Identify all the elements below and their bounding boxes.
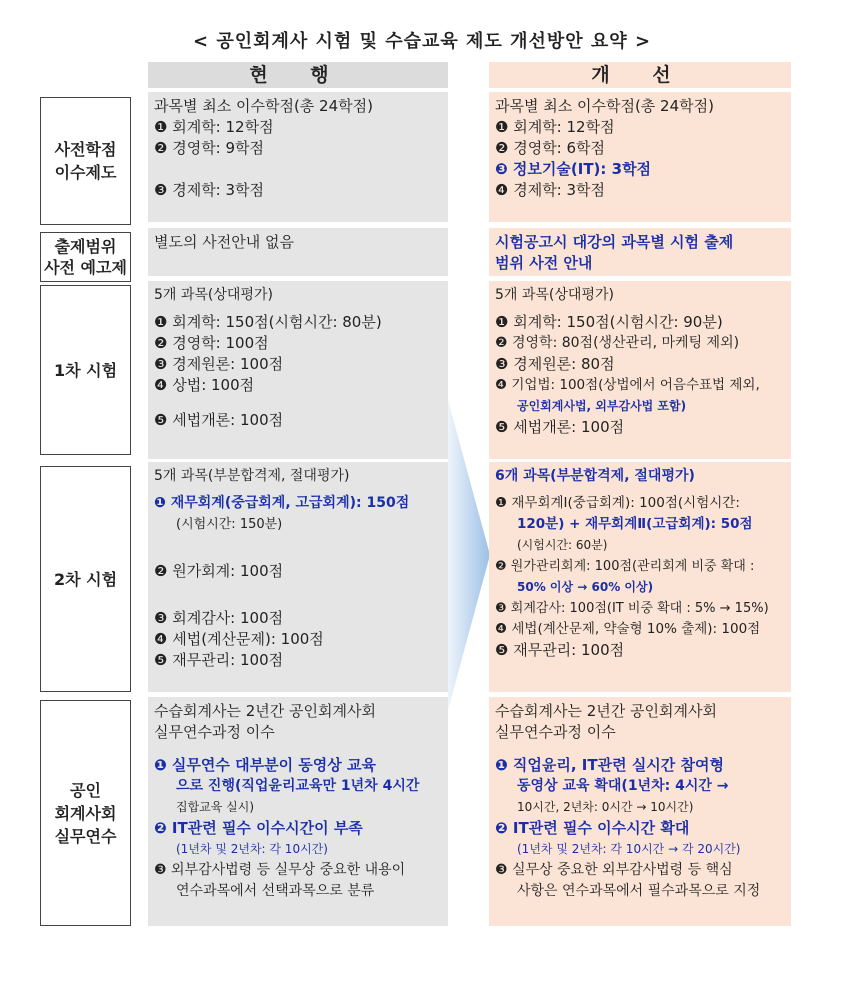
text-line: 실무연수과정 이수 <box>154 723 275 741</box>
text-line: 120분) + 재무회계Ⅱ(고급회계): 50점 <box>517 516 753 532</box>
label-text: 1차 시험 <box>53 360 118 380</box>
text-line: ❸ 경제원론: 80점 <box>495 355 615 373</box>
improved-prerequisite-credits <box>489 92 791 222</box>
text-line: ❷ 경영학: 80점(생산관리, 마케팅 제외) <box>495 335 740 351</box>
text-line: ❸ 외부감사법령 등 실무상 중요한 내용이 <box>154 862 406 878</box>
text-line: 공인회계사법, 외부감사법 포함) <box>517 399 687 413</box>
text-line: ❷ IT관련 필수 이수시간이 부족 <box>154 819 363 837</box>
text-line: 동영상 교육 확대(1년차: 4시간 → <box>517 778 729 794</box>
text-line: 연수과목에서 선택과목으로 분류 <box>176 883 375 899</box>
text-line: ❸ 회계감사: 100점 <box>154 609 284 627</box>
transition-arrow-icon <box>446 400 492 710</box>
text-line: ❶ 재무회계Ⅰ(중급회계): 100점(시험시간: <box>495 495 740 511</box>
label-text: 사전학점 이수제도 <box>54 140 117 182</box>
text-line: ❺ 세법개론: 100점 <box>495 418 625 436</box>
current-second-exam <box>148 462 448 692</box>
text-line <box>154 396 442 410</box>
current-practical-training <box>148 697 448 926</box>
text-line: 과목별 최소 이수학점(총 24학점) <box>495 97 714 115</box>
text-line: 50% 이상 → 60% 이상) <box>517 580 654 594</box>
text-line: (시험시간: 150분) <box>176 517 283 532</box>
improved-exam-scope <box>489 228 791 276</box>
label-text: 출제범위 사전 예고제 <box>44 237 127 277</box>
label-text: 2차 시험 <box>53 569 118 589</box>
text-line: ❸ 실무상 중요한 외부감사법령 등 핵심 <box>495 862 733 878</box>
text-line: 6개 과목(부분합격제, 절대평가) <box>495 468 695 484</box>
text-line: 5개 과목(상대평가) <box>154 287 273 303</box>
improved-second-exam <box>489 462 791 692</box>
row-label-exam-scope <box>40 232 131 282</box>
text-line: 10시간, 2년차: 0시간 → 10시간) <box>517 800 694 814</box>
text-line: ❺ 재무관리: 100점 <box>154 651 284 669</box>
text-line: 집합교육 실시) <box>176 800 255 814</box>
text-line: 수습회계사는 2년간 공인회계사회 <box>495 702 717 720</box>
improved-first-exam <box>489 281 791 459</box>
current-prerequisite-credits <box>148 92 448 222</box>
text-line: ❷ 경영학: 100점 <box>154 334 269 352</box>
text-line <box>154 159 442 180</box>
text-line: ❹ 기업법: 100점(상법에서 어음수표법 제외, <box>495 377 760 393</box>
text-line: 사항은 연수과목에서 필수과목으로 지정 <box>517 883 761 899</box>
text-line: ❶ 회계학: 150점(시험시간: 80분) <box>154 313 382 331</box>
text-line <box>154 535 442 561</box>
text-line: ❸ 경제학: 3학점 <box>154 181 265 199</box>
text-line: ❹ 세법(계산문제): 100점 <box>154 630 324 648</box>
text-line: ❷ 원가관리회계: 100점(관리회계 비중 확대 : <box>495 559 755 574</box>
label-text: 공인 회계사회 실무연수 <box>54 780 117 846</box>
text-line: ❶ 회계학: 150점(시험시간: 90분) <box>495 313 723 331</box>
text-line: ❸ 정보기술(IT): 3학점 <box>495 160 652 178</box>
text-line: ❹ 경제학: 3학점 <box>495 181 606 199</box>
page-title: < 공인회계사 시험 및 수습교육 제도 개선방안 요약 > <box>192 31 652 52</box>
text-line: ❸ 경제원론: 100점 <box>154 355 284 373</box>
text-line: ❹ 상법: 100점 <box>154 376 255 394</box>
text-line: 수습회계사는 2년간 공인회계사회 <box>154 702 376 720</box>
text-line: ❷ IT관련 필수 이수시간 확대 <box>495 819 690 837</box>
text-line: ❷ 원가회계: 100점 <box>154 562 284 580</box>
text-line: (1년차 및 2년차: 각 10시간) <box>176 842 328 856</box>
text-line: 범위 사전 안내 <box>495 254 593 272</box>
text-line <box>154 582 442 608</box>
text-line: 5개 과목(부분합격제, 절대평가) <box>154 468 350 484</box>
text-line: ❶ 실무연수 대부분이 동영상 교육 <box>154 756 376 774</box>
text-line: 별도의 사전안내 없음 <box>154 233 294 251</box>
header-current: 현 행 <box>148 62 448 88</box>
text-line: 실무연수과정 이수 <box>495 723 616 741</box>
text-line: ❹ 세법(계산문제, 약술형 10% 출제): 100점 <box>495 621 761 637</box>
text-line: ❸ 회계감사: 100점(IT 비중 확대 : 5% → 15%) <box>495 601 769 616</box>
text-line: ❷ 경영학: 9학점 <box>154 139 265 157</box>
text-line: ❷ 경영학: 6학점 <box>495 139 606 157</box>
text-line: (시험시간: 60분) <box>517 538 608 552</box>
text-line: ❶ 회계학: 12학점 <box>154 118 274 136</box>
text-line: 시험공고시 대강의 과목별 시험 출제 <box>495 233 734 251</box>
text-line <box>495 743 785 755</box>
text-line: ❶ 재무회계(중급회계, 고급회계): 150점 <box>154 495 410 511</box>
current-first-exam <box>148 281 448 459</box>
text-line: ❶ 회계학: 12학점 <box>495 118 615 136</box>
text-line: ❺ 재무관리: 100점 <box>495 641 625 659</box>
row-label-practical-training <box>40 700 131 926</box>
text-line <box>154 743 442 755</box>
text-line: (1년차 및 2년차: 각 10시간 → 각 20시간) <box>517 842 741 856</box>
text-line: 으로 진행(직업윤리교육만 1년차 4시간 <box>176 778 420 794</box>
improved-practical-training <box>489 697 791 926</box>
text-line: 5개 과목(상대평가) <box>495 287 614 303</box>
text-line: 과목별 최소 이수학점(총 24학점) <box>154 97 373 115</box>
row-label-first-exam <box>40 285 131 455</box>
row-label-second-exam <box>40 466 131 692</box>
header-improved: 개 선 <box>489 62 791 88</box>
text-line: ❶ 직업윤리, IT관련 실시간 참여형 <box>495 756 724 774</box>
text-line: ❺ 세법개론: 100점 <box>154 411 284 429</box>
row-label-prerequisite-credits <box>40 97 131 225</box>
current-exam-scope <box>148 228 448 276</box>
